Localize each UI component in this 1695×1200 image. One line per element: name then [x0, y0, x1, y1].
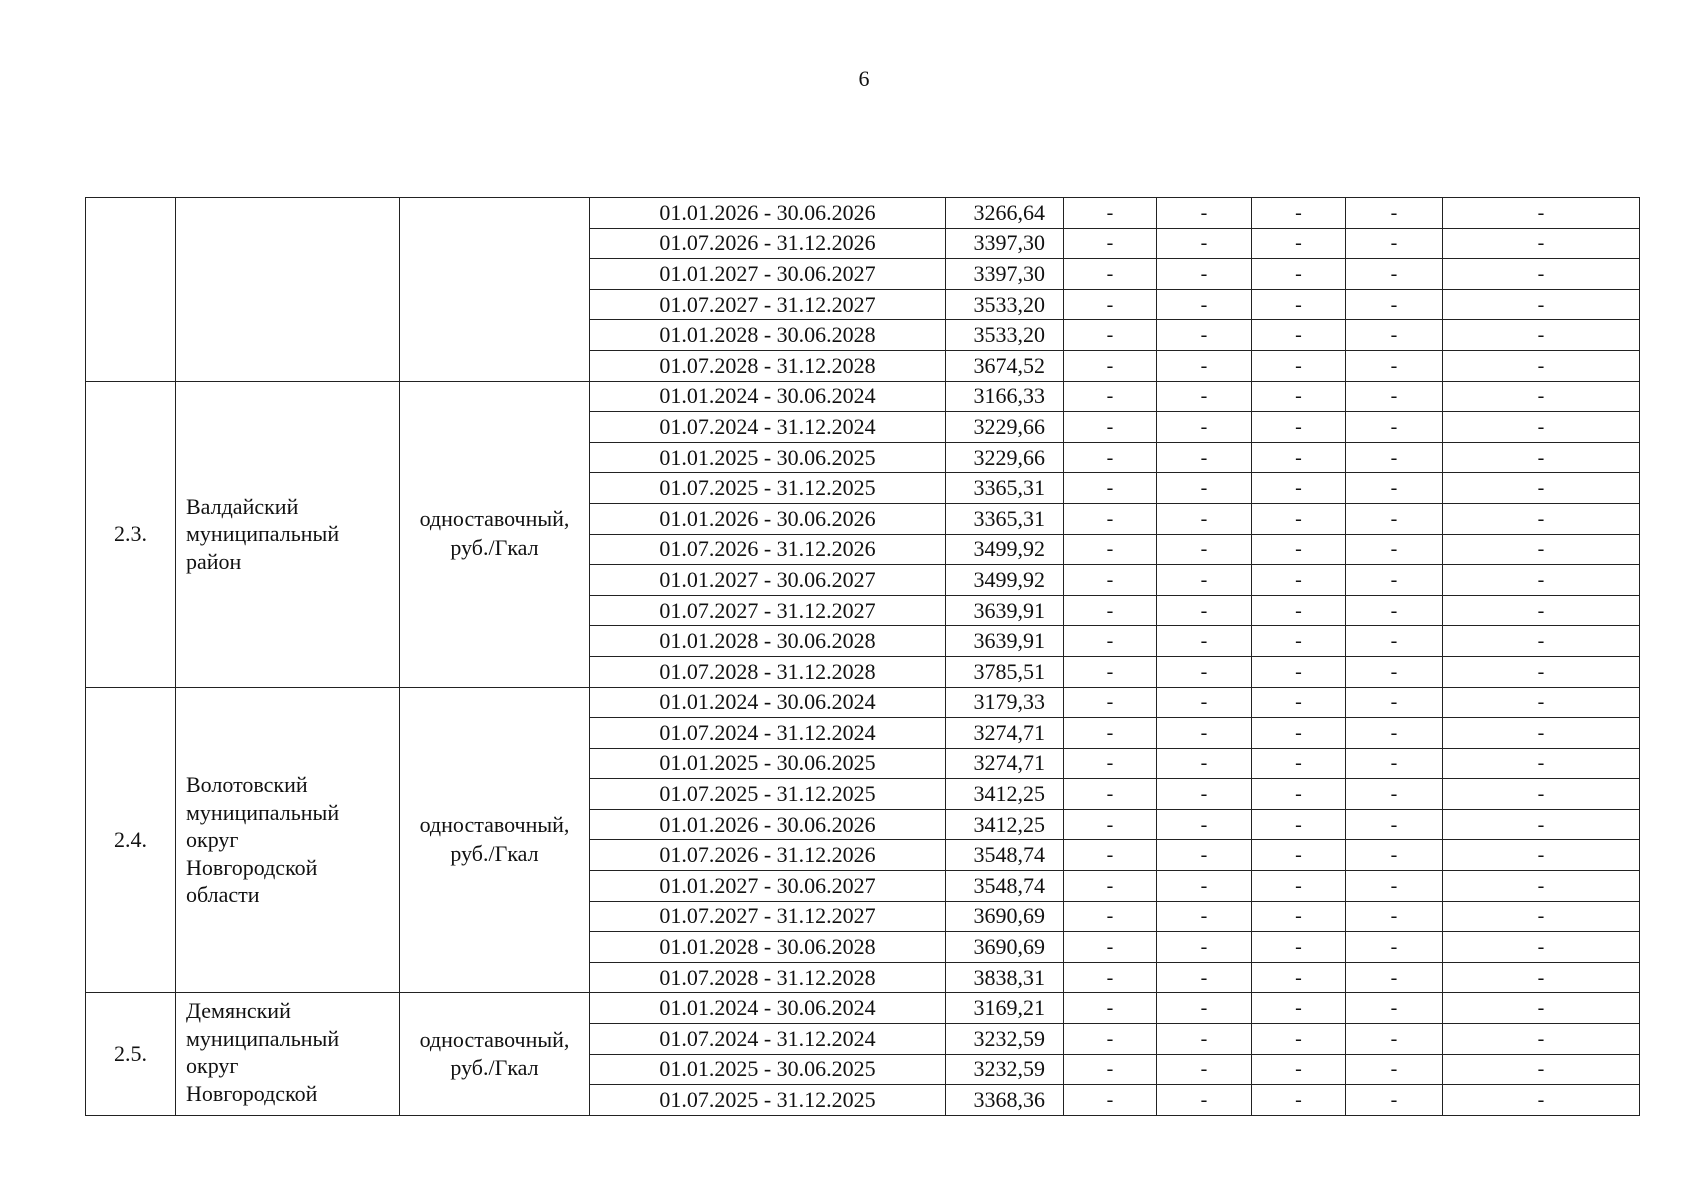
empty-value-cell: - — [1252, 748, 1346, 779]
tariff-type-line: одноставочный, — [419, 1026, 570, 1052]
empty-value-cell: - — [1252, 350, 1346, 381]
period-cell: 01.07.2025 - 31.12.2025 — [590, 473, 946, 504]
period-cell: 01.07.2027 - 31.12.2027 — [590, 595, 946, 626]
empty-value-cell: - — [1252, 656, 1346, 687]
empty-value-cell: - — [1252, 412, 1346, 443]
empty-value-cell: - — [1252, 901, 1346, 932]
tariff-value-cell: 3229,66 — [946, 442, 1064, 473]
period-cell: 01.01.2027 - 30.06.2027 — [590, 259, 946, 290]
period-cell: 01.07.2024 - 31.12.2024 — [590, 718, 946, 749]
empty-value-cell: - — [1443, 901, 1640, 932]
empty-value-cell: - — [1252, 1085, 1346, 1116]
period-cell: 01.07.2026 - 31.12.2026 — [590, 534, 946, 565]
empty-value-cell: - — [1346, 320, 1443, 351]
municipality-name-line: Новгородской — [186, 854, 318, 880]
tariff-value-cell: 3232,59 — [946, 1054, 1064, 1085]
tariff-value-cell: 3397,30 — [946, 228, 1064, 259]
empty-value-cell: - — [1346, 259, 1443, 290]
empty-value-cell: - — [1157, 595, 1252, 626]
empty-value-cell: - — [1252, 565, 1346, 596]
empty-value-cell: - — [1252, 198, 1346, 229]
tariff-value-cell: 3365,31 — [946, 473, 1064, 504]
table-row — [86, 381, 1640, 412]
tariff-value-cell: 3533,20 — [946, 320, 1064, 351]
period-cell: 01.07.2025 - 31.12.2025 — [590, 779, 946, 810]
empty-value-cell: - — [1252, 1024, 1346, 1055]
municipality-name-line: муниципальный — [186, 1025, 340, 1051]
tariff-value-cell: 3229,66 — [946, 412, 1064, 443]
empty-value-cell: - — [1064, 901, 1157, 932]
empty-value-cell: - — [1064, 993, 1157, 1024]
period-cell: 01.01.2024 - 30.06.2024 — [590, 381, 946, 412]
empty-value-cell: - — [1064, 473, 1157, 504]
tariff-value-cell: 3499,92 — [946, 534, 1064, 565]
empty-value-cell: - — [1346, 626, 1443, 657]
empty-value-cell: - — [1252, 228, 1346, 259]
tariff-type-line: руб./Гкал — [450, 535, 539, 561]
empty-value-cell: - — [1443, 595, 1640, 626]
tariff-value-cell: 3548,74 — [946, 840, 1064, 871]
tariff-value-cell: 3639,91 — [946, 626, 1064, 657]
empty-value-cell: - — [1443, 993, 1640, 1024]
empty-value-cell: - — [1157, 1085, 1252, 1116]
period-cell: 01.07.2027 - 31.12.2027 — [590, 901, 946, 932]
tariff-table — [85, 197, 1640, 1116]
table-row — [86, 993, 1640, 1024]
empty-value-cell: - — [1346, 1054, 1443, 1085]
empty-value-cell: - — [1443, 1085, 1640, 1116]
municipality-name-line: район — [186, 548, 242, 574]
empty-value-cell: - — [1443, 503, 1640, 534]
municipality-name-line: муниципальный — [186, 521, 340, 547]
empty-value-cell: - — [1252, 779, 1346, 810]
empty-value-cell: - — [1346, 381, 1443, 412]
empty-value-cell: - — [1252, 932, 1346, 963]
empty-value-cell: - — [1252, 1054, 1346, 1085]
empty-value-cell: - — [1443, 534, 1640, 565]
empty-value-cell: - — [1346, 565, 1443, 596]
period-cell: 01.01.2026 - 30.06.2026 — [590, 503, 946, 534]
empty-value-cell: - — [1443, 748, 1640, 779]
period-cell: 01.01.2026 - 30.06.2026 — [590, 198, 946, 229]
empty-value-cell: - — [1157, 1054, 1252, 1085]
period-cell: 01.07.2025 - 31.12.2025 — [590, 1085, 946, 1116]
empty-value-cell: - — [1157, 871, 1252, 902]
empty-value-cell: - — [1157, 748, 1252, 779]
empty-value-cell: - — [1157, 626, 1252, 657]
empty-value-cell: - — [1346, 779, 1443, 810]
empty-value-cell: - — [1064, 809, 1157, 840]
period-cell: 01.01.2026 - 30.06.2026 — [590, 809, 946, 840]
period-cell: 01.01.2025 - 30.06.2025 — [590, 1054, 946, 1085]
tariff-value-cell: 3232,59 — [946, 1024, 1064, 1055]
empty-value-cell: - — [1064, 1054, 1157, 1085]
empty-value-cell: - — [1157, 809, 1252, 840]
tariff-value-cell: 3412,25 — [946, 809, 1064, 840]
period-cell: 01.01.2027 - 30.06.2027 — [590, 565, 946, 596]
empty-value-cell: - — [1346, 595, 1443, 626]
empty-value-cell: - — [1346, 198, 1443, 229]
empty-value-cell: - — [1346, 289, 1443, 320]
tariff-value-cell: 3397,30 — [946, 259, 1064, 290]
empty-value-cell: - — [1064, 565, 1157, 596]
tariff-value-cell: 3169,21 — [946, 993, 1064, 1024]
empty-value-cell: - — [1157, 718, 1252, 749]
period-cell: 01.01.2025 - 30.06.2025 — [590, 748, 946, 779]
empty-value-cell: - — [1157, 350, 1252, 381]
tariff-value-cell: 3674,52 — [946, 350, 1064, 381]
empty-value-cell: - — [1064, 595, 1157, 626]
tariff-value-cell: 3785,51 — [946, 656, 1064, 687]
empty-value-cell: - — [1252, 962, 1346, 993]
tariff-value-cell: 3274,71 — [946, 748, 1064, 779]
tariff-type-line: руб./Гкал — [450, 1055, 539, 1081]
empty-value-cell: - — [1252, 595, 1346, 626]
empty-value-cell: - — [1252, 687, 1346, 718]
empty-value-cell: - — [1064, 1024, 1157, 1055]
municipality-name-line: округ — [186, 1053, 239, 1079]
municipality-name-line: Волотовский — [186, 772, 308, 798]
period-cell: 01.01.2027 - 30.06.2027 — [590, 871, 946, 902]
row-number: 2.4. — [86, 687, 176, 993]
tariff-value-cell: 3179,33 — [946, 687, 1064, 718]
empty-value-cell: - — [1443, 656, 1640, 687]
empty-value-cell: - — [1346, 412, 1443, 443]
table-row — [86, 687, 1640, 718]
empty-value-cell: - — [1346, 993, 1443, 1024]
empty-value-cell: - — [1346, 962, 1443, 993]
empty-value-cell: - — [1252, 381, 1346, 412]
empty-value-cell: - — [1443, 565, 1640, 596]
empty-value-cell: - — [1064, 962, 1157, 993]
empty-value-cell: - — [1064, 503, 1157, 534]
period-cell: 01.07.2024 - 31.12.2024 — [590, 1024, 946, 1055]
empty-value-cell: - — [1064, 289, 1157, 320]
empty-value-cell: - — [1443, 320, 1640, 351]
period-cell: 01.01.2024 - 30.06.2024 — [590, 687, 946, 718]
row-number: 2.3. — [86, 381, 176, 687]
empty-value-cell: - — [1157, 565, 1252, 596]
tariff-value-cell: 3533,20 — [946, 289, 1064, 320]
empty-value-cell: - — [1064, 534, 1157, 565]
empty-value-cell: - — [1157, 962, 1252, 993]
empty-value-cell: - — [1064, 779, 1157, 810]
empty-value-cell: - — [1252, 626, 1346, 657]
tariff-value-cell: 3365,31 — [946, 503, 1064, 534]
municipality-name-line: округ — [186, 827, 239, 853]
empty-value-cell: - — [1443, 1054, 1640, 1085]
municipality-name-line: муниципальный — [186, 799, 340, 825]
period-cell: 01.07.2024 - 31.12.2024 — [590, 412, 946, 443]
empty-value-cell: - — [1346, 932, 1443, 963]
municipality-name — [176, 198, 400, 382]
table-row — [86, 198, 1640, 229]
empty-value-cell: - — [1064, 656, 1157, 687]
tariff-value-cell: 3499,92 — [946, 565, 1064, 596]
empty-value-cell: - — [1443, 871, 1640, 902]
tariff-value-cell: 3690,69 — [946, 901, 1064, 932]
tariff-type — [400, 381, 590, 687]
empty-value-cell: - — [1346, 840, 1443, 871]
empty-value-cell: - — [1157, 1024, 1252, 1055]
empty-value-cell: - — [1346, 350, 1443, 381]
tariff-type — [400, 687, 590, 993]
period-cell: 01.07.2027 - 31.12.2027 — [590, 289, 946, 320]
empty-value-cell: - — [1157, 228, 1252, 259]
empty-value-cell: - — [1346, 1024, 1443, 1055]
empty-value-cell: - — [1064, 350, 1157, 381]
empty-value-cell: - — [1346, 473, 1443, 504]
tariff-type-line: руб./Гкал — [450, 840, 539, 866]
empty-value-cell: - — [1157, 289, 1252, 320]
empty-value-cell: - — [1443, 962, 1640, 993]
empty-value-cell: - — [1064, 1085, 1157, 1116]
empty-value-cell: - — [1157, 412, 1252, 443]
empty-value-cell: - — [1157, 656, 1252, 687]
empty-value-cell: - — [1346, 534, 1443, 565]
empty-value-cell: - — [1346, 901, 1443, 932]
empty-value-cell: - — [1443, 442, 1640, 473]
empty-value-cell: - — [1064, 840, 1157, 871]
empty-value-cell: - — [1064, 198, 1157, 229]
empty-value-cell: - — [1157, 320, 1252, 351]
empty-value-cell: - — [1157, 901, 1252, 932]
empty-value-cell: - — [1064, 871, 1157, 902]
empty-value-cell: - — [1157, 442, 1252, 473]
empty-value-cell: - — [1157, 473, 1252, 504]
period-cell: 01.01.2028 - 30.06.2028 — [590, 932, 946, 963]
tariff-table-body — [86, 198, 1640, 1116]
empty-value-cell: - — [1157, 779, 1252, 810]
period-cell: 01.07.2028 - 31.12.2028 — [590, 962, 946, 993]
empty-value-cell: - — [1252, 871, 1346, 902]
tariff-type — [400, 993, 590, 1115]
period-cell: 01.01.2028 - 30.06.2028 — [590, 626, 946, 657]
empty-value-cell: - — [1346, 442, 1443, 473]
empty-value-cell: - — [1346, 871, 1443, 902]
empty-value-cell: - — [1443, 473, 1640, 504]
empty-value-cell: - — [1346, 718, 1443, 749]
row-number: 2.5. — [86, 993, 176, 1115]
municipality-name — [176, 687, 400, 993]
empty-value-cell: - — [1157, 932, 1252, 963]
period-cell: 01.07.2028 - 31.12.2028 — [590, 656, 946, 687]
municipality-name — [176, 993, 400, 1115]
empty-value-cell: - — [1064, 718, 1157, 749]
tariff-type-line: одноставочный, — [419, 812, 570, 838]
empty-value-cell: - — [1443, 809, 1640, 840]
empty-value-cell: - — [1252, 473, 1346, 504]
empty-value-cell: - — [1443, 259, 1640, 290]
empty-value-cell: - — [1064, 748, 1157, 779]
period-cell: 01.01.2024 - 30.06.2024 — [590, 993, 946, 1024]
municipality-name-line: Валдайский — [186, 493, 299, 519]
empty-value-cell: - — [1443, 840, 1640, 871]
municipality-name-line: Демянский — [186, 998, 291, 1024]
empty-value-cell: - — [1346, 809, 1443, 840]
municipality-name-line: области — [186, 882, 260, 908]
empty-value-cell: - — [1443, 228, 1640, 259]
empty-value-cell: - — [1252, 809, 1346, 840]
period-cell: 01.01.2028 - 30.06.2028 — [590, 320, 946, 351]
empty-value-cell: - — [1443, 350, 1640, 381]
empty-value-cell: - — [1064, 687, 1157, 718]
empty-value-cell: - — [1346, 748, 1443, 779]
empty-value-cell: - — [1443, 381, 1640, 412]
tariff-value-cell: 3274,71 — [946, 718, 1064, 749]
empty-value-cell: - — [1252, 534, 1346, 565]
empty-value-cell: - — [1064, 442, 1157, 473]
empty-value-cell: - — [1157, 381, 1252, 412]
empty-value-cell: - — [1157, 534, 1252, 565]
empty-value-cell: - — [1252, 320, 1346, 351]
empty-value-cell: - — [1252, 289, 1346, 320]
empty-value-cell: - — [1443, 718, 1640, 749]
period-cell: 01.01.2025 - 30.06.2025 — [590, 442, 946, 473]
empty-value-cell: - — [1252, 442, 1346, 473]
empty-value-cell: - — [1064, 320, 1157, 351]
municipality-name — [176, 381, 400, 687]
municipality-name-line: Новгородской — [186, 1080, 318, 1106]
empty-value-cell: - — [1443, 687, 1640, 718]
empty-value-cell: - — [1064, 932, 1157, 963]
tariff-value-cell: 3690,69 — [946, 932, 1064, 963]
empty-value-cell: - — [1443, 289, 1640, 320]
empty-value-cell: - — [1346, 656, 1443, 687]
empty-value-cell: - — [1252, 840, 1346, 871]
tariff-value-cell: 3368,36 — [946, 1085, 1064, 1116]
empty-value-cell: - — [1157, 503, 1252, 534]
empty-value-cell: - — [1157, 259, 1252, 290]
empty-value-cell: - — [1252, 718, 1346, 749]
empty-value-cell: - — [1346, 1085, 1443, 1116]
empty-value-cell: - — [1064, 228, 1157, 259]
tariff-type — [400, 198, 590, 382]
empty-value-cell: - — [1157, 198, 1252, 229]
empty-value-cell: - — [1443, 1024, 1640, 1055]
empty-value-cell: - — [1157, 840, 1252, 871]
empty-value-cell: - — [1252, 259, 1346, 290]
empty-value-cell: - — [1443, 779, 1640, 810]
empty-value-cell: - — [1064, 412, 1157, 443]
empty-value-cell: - — [1157, 993, 1252, 1024]
period-cell: 01.07.2026 - 31.12.2026 — [590, 840, 946, 871]
empty-value-cell: - — [1252, 503, 1346, 534]
empty-value-cell: - — [1443, 626, 1640, 657]
tariff-value-cell: 3639,91 — [946, 595, 1064, 626]
empty-value-cell: - — [1346, 228, 1443, 259]
empty-value-cell: - — [1346, 687, 1443, 718]
tariff-type-line: одноставочный, — [419, 506, 570, 532]
tariff-value-cell: 3838,31 — [946, 962, 1064, 993]
empty-value-cell: - — [1064, 259, 1157, 290]
row-number — [86, 198, 176, 382]
tariff-value-cell: 3548,74 — [946, 871, 1064, 902]
empty-value-cell: - — [1157, 687, 1252, 718]
tariff-value-cell: 3412,25 — [946, 779, 1064, 810]
empty-value-cell: - — [1346, 503, 1443, 534]
empty-value-cell: - — [1443, 412, 1640, 443]
empty-value-cell: - — [1443, 932, 1640, 963]
tariff-value-cell: 3266,64 — [946, 198, 1064, 229]
empty-value-cell: - — [1064, 626, 1157, 657]
period-cell: 01.07.2026 - 31.12.2026 — [590, 228, 946, 259]
tariff-value-cell: 3166,33 — [946, 381, 1064, 412]
empty-value-cell: - — [1443, 198, 1640, 229]
empty-value-cell: - — [1252, 993, 1346, 1024]
page-number: 6 — [858, 66, 870, 91]
empty-value-cell: - — [1064, 381, 1157, 412]
period-cell: 01.07.2028 - 31.12.2028 — [590, 350, 946, 381]
